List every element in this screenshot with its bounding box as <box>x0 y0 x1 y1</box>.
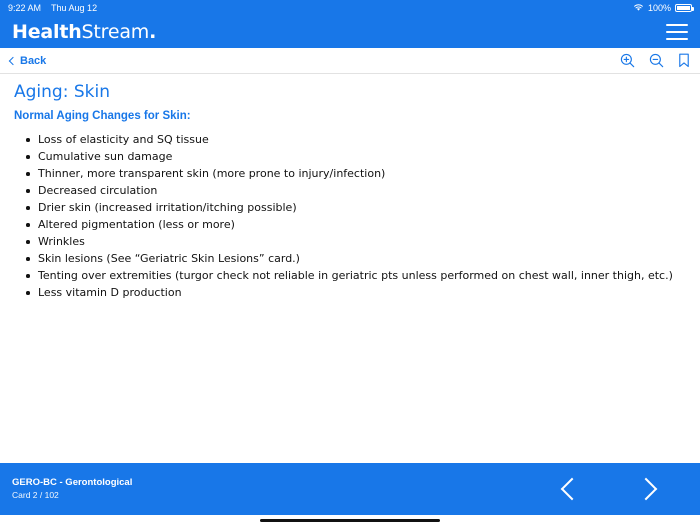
list-item: Thinner, more transparent skin (more prone to injury/infection) <box>24 165 686 182</box>
bookmark-icon[interactable] <box>678 53 690 68</box>
hamburger-menu-icon[interactable] <box>666 24 688 40</box>
app-header <box>0 16 700 48</box>
status-bar <box>0 0 700 16</box>
zoom-out-icon[interactable] <box>649 53 664 68</box>
app-logo <box>12 21 156 43</box>
footer-bar <box>0 463 700 515</box>
back-button-label: Back <box>20 54 47 67</box>
wifi-icon <box>633 3 644 14</box>
status-bar-right <box>633 3 692 14</box>
list-item: Drier skin (increased irritation/itching possible) <box>24 199 686 216</box>
card-content <box>0 74 700 463</box>
list-item: Decreased circulation <box>24 182 686 199</box>
card-navigation <box>564 481 688 497</box>
list-item: Tenting over extremities (turgor check not reliable in geriatric pts unless performed on chest wall, inner thigh, etc.) <box>24 267 686 284</box>
deck-title: GERO-BC - Gerontological <box>12 476 133 488</box>
battery-percent-label: 100% <box>647 3 671 13</box>
list-item: Skin lesions (See “Geriatric Skin Lesions” card.) <box>24 250 686 267</box>
chevron-left-icon <box>9 56 17 64</box>
toolbar-actions <box>620 53 690 68</box>
list-item: Less vitamin D production <box>24 284 686 301</box>
deck-info <box>12 477 132 501</box>
list-item: Altered pigmentation (less or more) <box>24 216 686 233</box>
battery-icon <box>675 4 692 12</box>
home-indicator <box>0 515 700 525</box>
next-card-button[interactable] <box>635 478 658 501</box>
status-bar-left <box>8 3 97 13</box>
toolbar <box>0 48 700 74</box>
section-heading: Normal Aging Changes for Skin: <box>14 110 191 122</box>
list-item: Wrinkles <box>24 233 686 250</box>
bullet-list <box>24 131 686 301</box>
status-time: 9:22 AM <box>8 3 42 13</box>
previous-card-button[interactable] <box>561 478 584 501</box>
brand-dot: . <box>149 21 157 43</box>
page-title: Aging: Skin <box>14 82 110 102</box>
list-item: Loss of elasticity and SQ tissue <box>24 131 686 148</box>
list-item: Cumulative sun damage <box>24 148 686 165</box>
status-date: Thu Aug 12 <box>51 3 98 13</box>
card-counter: Card 2 / 102 <box>12 489 59 500</box>
brand-second: Stream <box>81 21 150 43</box>
zoom-in-icon[interactable] <box>620 53 635 68</box>
back-button[interactable] <box>10 55 46 67</box>
brand-first: Health <box>12 21 82 43</box>
